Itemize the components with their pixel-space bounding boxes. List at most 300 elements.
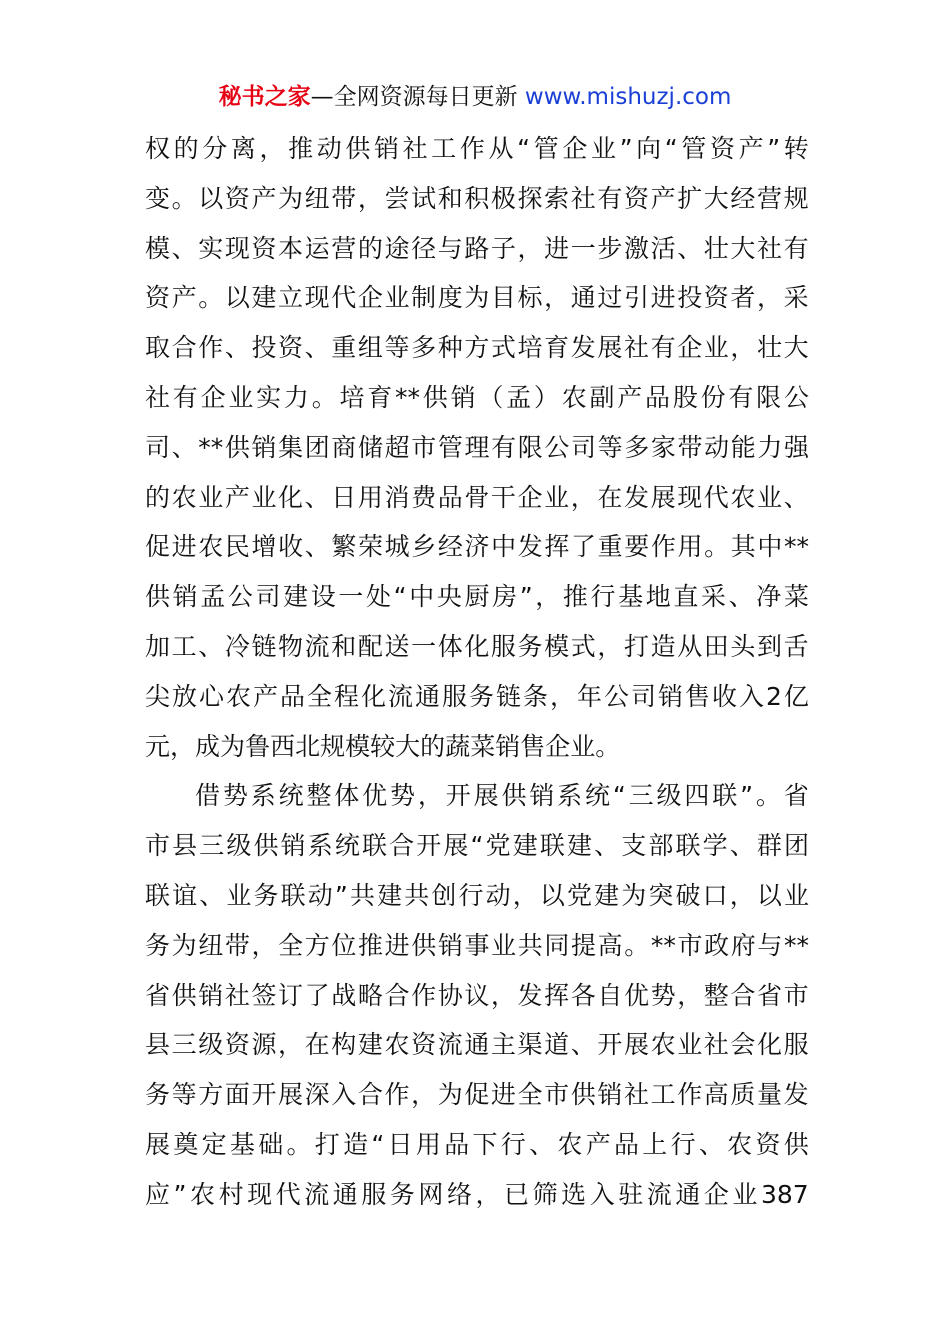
text-glyph: 、	[199, 880, 225, 910]
text-glyph: 理	[464, 432, 490, 462]
text-glyph: ”	[519, 582, 533, 612]
text-glyph: 供	[345, 134, 371, 163]
text-glyph: 有	[491, 432, 517, 462]
text-glyph: 实	[198, 233, 224, 263]
text-glyph: 向	[636, 134, 662, 163]
text-glyph: 源	[251, 1030, 277, 1060]
text-glyph: 中	[409, 582, 435, 612]
text-glyph: 行	[590, 582, 616, 612]
text-glyph: 民	[224, 532, 250, 562]
text-glyph: 费	[411, 482, 437, 512]
text-glyph: 行	[458, 880, 484, 910]
text-glyph: 以	[756, 880, 782, 910]
text-glyph: 供	[224, 432, 250, 462]
text-glyph: 优	[362, 781, 388, 811]
text-glyph: 合	[357, 1080, 383, 1110]
text-glyph: 现	[304, 283, 330, 313]
text-glyph: 投	[677, 283, 703, 313]
text-glyph: ，	[677, 980, 703, 1010]
paragraph-first-line	[145, 771, 809, 821]
text-glyph: 群	[756, 831, 782, 861]
text-glyph: 社	[623, 333, 649, 363]
text-glyph: 重	[597, 532, 623, 562]
text-glyph: 业	[677, 1030, 703, 1060]
text-line	[145, 373, 809, 423]
text-glyph: 供	[253, 831, 279, 861]
text-glyph: 繁	[331, 532, 357, 562]
text-glyph: 其	[730, 532, 756, 562]
text-glyph: 集	[278, 432, 304, 462]
text-glyph: 物	[278, 631, 304, 661]
text-glyph: 市	[411, 432, 437, 462]
text-glyph: 有	[650, 333, 676, 363]
text-glyph: 活	[650, 233, 676, 263]
text-glyph: 厨	[464, 582, 490, 612]
text-glyph: 城	[384, 532, 410, 562]
text-glyph: 径	[411, 233, 437, 263]
text-glyph: 订	[278, 980, 304, 1010]
text-glyph: 挥	[544, 532, 570, 562]
text-glyph: 作	[650, 532, 676, 562]
text-glyph: 带	[331, 183, 357, 213]
text-glyph: 送	[384, 631, 410, 661]
text-glyph: 建	[512, 831, 538, 861]
text-glyph: 业	[251, 482, 277, 512]
text-glyph: 提	[571, 930, 597, 960]
text-line	[145, 871, 809, 921]
text-glyph: 农	[226, 681, 252, 711]
text-glyph: 。	[704, 532, 730, 562]
text-glyph: 市	[677, 930, 703, 960]
text-glyph: 经	[437, 532, 463, 562]
text-glyph: 大	[783, 333, 809, 363]
text-glyph: ，	[411, 1080, 437, 1110]
text-glyph: 挥	[544, 980, 570, 1010]
text-glyph: 社	[703, 1030, 729, 1060]
text-glyph: 作	[384, 1080, 410, 1110]
text-glyph: 心	[199, 681, 225, 711]
text-glyph: 谊	[172, 880, 198, 910]
text-glyph: 社	[757, 233, 783, 263]
text-glyph: 流	[437, 1030, 463, 1060]
text-glyph: 荣	[358, 532, 384, 562]
text-glyph: **	[783, 930, 809, 960]
text-glyph: 社	[402, 134, 428, 163]
text-glyph: 管	[437, 432, 463, 462]
text-glyph: 发	[623, 482, 649, 512]
text-glyph: 业	[732, 1179, 758, 1209]
text-glyph: 舌	[783, 631, 809, 661]
text-glyph: 采	[783, 283, 809, 313]
text-glyph: ，	[475, 1179, 501, 1209]
text-glyph: 实	[256, 382, 282, 412]
text-glyph: 代	[275, 1179, 301, 1209]
text-glyph: 定	[201, 1129, 227, 1159]
text-glyph: 资	[755, 1129, 781, 1159]
text-glyph: ，	[550, 681, 576, 711]
text-glyph: 务	[145, 930, 171, 960]
text-glyph: 服	[783, 1030, 809, 1060]
text-line	[145, 622, 809, 672]
text-glyph: 农	[190, 1179, 216, 1209]
text-glyph: 共	[517, 930, 543, 960]
text-glyph: 储	[357, 432, 383, 462]
text-glyph: 股	[672, 382, 698, 412]
text-glyph: 略	[357, 980, 383, 1010]
text-glyph: 了	[304, 980, 330, 1010]
text-glyph: 展	[650, 482, 676, 512]
text-glyph: 应	[145, 1179, 171, 1209]
text-glyph: 联	[675, 831, 701, 861]
text-glyph: 商	[331, 432, 357, 462]
text-glyph: 有	[728, 382, 754, 412]
text-glyph: 标	[517, 283, 543, 313]
text-glyph: ，	[251, 930, 277, 960]
text-glyph: 取	[145, 333, 171, 363]
text-glyph: 代	[703, 482, 729, 512]
text-glyph: 能	[730, 432, 756, 462]
text-glyph: ）	[533, 382, 559, 412]
text-glyph: 村	[218, 1179, 244, 1209]
text-glyph: 深	[304, 1080, 330, 1110]
text-glyph: 产	[585, 1129, 611, 1159]
text-glyph: 产	[650, 183, 676, 213]
text-line	[145, 522, 809, 572]
text-glyph: 整	[703, 980, 729, 1010]
text-glyph: 创	[431, 880, 457, 910]
text-glyph: 业	[783, 880, 809, 910]
text-glyph: 自	[597, 980, 623, 1010]
text-glyph: 品	[444, 1129, 470, 1159]
text-glyph: 打	[623, 631, 649, 661]
text-glyph: 开	[251, 1080, 277, 1110]
text-glyph: 制	[411, 283, 437, 313]
site-url-link[interactable]: www.mishuzj.com	[524, 84, 732, 110]
text-glyph: 。	[311, 382, 337, 412]
text-glyph: 发	[517, 532, 543, 562]
text-glyph: 、	[594, 831, 620, 861]
text-glyph: ，	[278, 1030, 304, 1060]
text-glyph: 联	[539, 831, 565, 861]
text-glyph: 规	[320, 731, 346, 761]
text-glyph: 中	[491, 532, 517, 562]
text-glyph: 奠	[173, 1129, 199, 1159]
text-glyph: 管	[681, 134, 707, 163]
text-glyph: 。	[171, 183, 197, 213]
text-glyph: 日	[387, 1129, 413, 1159]
text-glyph: 方	[198, 1080, 224, 1110]
text-glyph: 济	[464, 532, 490, 562]
text-glyph: 构	[331, 1030, 357, 1060]
text-glyph: ，	[170, 731, 196, 761]
text-glyph: 代	[331, 283, 357, 313]
text-glyph: 资	[623, 183, 649, 213]
text-glyph: 系	[557, 781, 583, 811]
text-glyph: 推	[288, 134, 314, 163]
text-glyph: 通	[675, 1179, 701, 1209]
text-glyph: 势	[650, 980, 676, 1010]
text-glyph: 销	[450, 382, 476, 412]
text-glyph: 供	[570, 1080, 596, 1110]
text-glyph: 县	[172, 831, 198, 861]
text-glyph: 等	[171, 1080, 197, 1110]
text-glyph: 途	[384, 233, 410, 263]
text-glyph: 主	[490, 1030, 516, 1060]
text-glyph: 育	[367, 382, 393, 412]
text-glyph: 带	[677, 432, 703, 462]
text-glyph: 离	[230, 134, 256, 163]
text-glyph: 建	[357, 1030, 383, 1060]
text-glyph: 房	[492, 582, 518, 612]
text-glyph: 势	[222, 781, 248, 811]
text-line	[145, 1070, 809, 1120]
text-glyph: 多	[411, 333, 437, 363]
text-glyph: 、	[171, 233, 197, 263]
text-glyph: 、	[198, 631, 224, 661]
text-glyph: 冷	[224, 631, 250, 661]
text-glyph: 企	[562, 134, 588, 163]
text-glyph: 增	[251, 532, 277, 562]
text-glyph: 现	[247, 1179, 273, 1209]
text-glyph: 田	[703, 631, 729, 661]
text-glyph: 共	[349, 880, 375, 910]
text-glyph: 步	[597, 233, 623, 263]
text-line	[145, 1020, 809, 1070]
text-glyph: 激	[623, 233, 649, 263]
text-glyph: 组	[357, 333, 383, 363]
text-glyph: 有	[597, 183, 623, 213]
text-glyph: 通	[332, 1179, 358, 1209]
text-glyph: 统	[585, 781, 611, 811]
text-glyph: 培	[517, 333, 543, 363]
text-glyph: 供	[501, 781, 527, 811]
text-glyph: 建	[566, 831, 592, 861]
text-glyph: 的	[173, 134, 199, 163]
text-glyph: 流	[646, 1179, 672, 1209]
text-glyph: 销	[280, 831, 306, 861]
text-glyph: 消	[384, 482, 410, 512]
text-glyph: 流	[304, 1179, 330, 1209]
text-glyph: 尖	[145, 681, 171, 711]
text-glyph: 体	[437, 631, 463, 661]
text-glyph: 探	[517, 183, 543, 213]
text-line	[145, 1120, 809, 1170]
text-glyph: 全	[278, 930, 304, 960]
text-glyph: 发	[517, 980, 543, 1010]
text-glyph: 有	[783, 233, 809, 263]
text-line	[145, 323, 809, 373]
text-glyph: 销	[374, 134, 400, 163]
text-glyph: 纽	[198, 930, 224, 960]
text-glyph: 道	[544, 1030, 570, 1060]
text-glyph: 387	[760, 1179, 809, 1209]
text-glyph: 已	[504, 1179, 530, 1209]
text-glyph: 作	[411, 980, 437, 1010]
text-glyph: 企	[703, 1179, 729, 1209]
text-glyph: 孟	[200, 582, 226, 612]
text-glyph: 联	[362, 831, 388, 861]
text-glyph: 管	[533, 134, 559, 163]
text-glyph: 开	[445, 781, 471, 811]
text-glyph: 配	[357, 631, 383, 661]
text-glyph: 府	[730, 930, 756, 960]
text-glyph: 程	[334, 681, 360, 711]
text-glyph: 供	[411, 930, 437, 960]
text-glyph: **	[784, 532, 809, 562]
text-glyph: 务	[517, 631, 543, 661]
text-glyph: 用	[357, 482, 383, 512]
text-glyph: 运	[304, 233, 330, 263]
text-glyph: 极	[490, 183, 516, 213]
text-line	[145, 224, 809, 274]
text-glyph: ，	[512, 880, 538, 910]
text-glyph: ，	[730, 333, 756, 363]
text-glyph: 各	[570, 980, 596, 1010]
text-glyph: 司	[255, 582, 281, 612]
text-glyph: 和	[331, 631, 357, 661]
text-glyph: 索	[544, 183, 570, 213]
text-glyph: 营	[757, 183, 783, 213]
text-glyph: 一	[411, 631, 437, 661]
text-glyph: 为	[464, 283, 490, 313]
text-glyph: 培	[339, 382, 365, 412]
text-glyph: 鲁	[245, 731, 271, 761]
text-glyph: 选	[561, 1179, 587, 1209]
text-glyph: 业	[544, 482, 570, 512]
text-glyph: 转	[783, 134, 809, 163]
text-glyph: 破	[675, 880, 701, 910]
text-glyph: 流	[388, 681, 414, 711]
text-glyph: 积	[464, 183, 490, 213]
text-glyph: 大	[395, 731, 421, 761]
text-glyph: 同	[544, 930, 570, 960]
text-glyph: 借	[195, 781, 221, 811]
text-glyph: 通	[570, 283, 596, 313]
text-line	[145, 672, 809, 722]
text-glyph: 务	[253, 880, 279, 910]
text-glyph: 口	[702, 880, 728, 910]
text-glyph: 。	[755, 781, 781, 811]
text-glyph: 从	[488, 134, 514, 163]
text-glyph: 行	[500, 1129, 526, 1159]
text-glyph: 引	[623, 283, 649, 313]
text-glyph: 驻	[618, 1179, 644, 1209]
text-glyph: 三	[628, 781, 654, 811]
text-glyph: ”	[767, 134, 781, 163]
text-glyph: 与	[757, 930, 783, 960]
text-glyph: “	[393, 582, 407, 612]
text-glyph: 党	[566, 880, 592, 910]
text-glyph: 支	[621, 831, 647, 861]
text-glyph: 渠	[517, 1030, 543, 1060]
text-glyph: 网	[418, 1179, 444, 1209]
text-glyph: 工	[171, 631, 197, 661]
text-glyph: “	[517, 134, 531, 163]
text-glyph: 强	[783, 432, 809, 462]
text-glyph: 品	[437, 482, 463, 512]
text-glyph: 式	[570, 631, 596, 661]
text-glyph: 三	[199, 831, 225, 861]
text-glyph: 、	[728, 582, 754, 612]
text-glyph: 的	[420, 731, 446, 761]
text-glyph: 入	[589, 1179, 615, 1209]
text-glyph: 级	[656, 781, 682, 811]
text-glyph: 推	[358, 930, 384, 960]
document-body	[145, 124, 809, 1220]
text-glyph: ，	[570, 482, 596, 512]
text-glyph: 企	[677, 333, 703, 363]
text-glyph: 议	[464, 980, 490, 1010]
text-glyph: 协	[437, 980, 463, 1010]
text-glyph: 签	[251, 980, 277, 1010]
text-glyph: 方	[464, 333, 490, 363]
text-glyph: ，	[417, 781, 443, 811]
text-glyph: ，	[490, 980, 516, 1010]
text-glyph: **	[395, 382, 421, 412]
text-glyph: 、	[224, 333, 250, 363]
text-glyph: 团	[304, 432, 330, 462]
text-glyph: 联	[280, 880, 306, 910]
text-glyph: 产	[617, 382, 643, 412]
text-glyph: ，	[757, 283, 783, 313]
text-glyph: 乡	[411, 532, 437, 562]
text-glyph: ”	[334, 880, 348, 910]
text-glyph: 开	[597, 1030, 623, 1060]
text-glyph: 通	[464, 1030, 490, 1060]
text-glyph: 销	[658, 681, 684, 711]
text-glyph: 联	[145, 880, 171, 910]
text-glyph: 农	[727, 1129, 753, 1159]
text-glyph: 三	[171, 1030, 197, 1060]
text-glyph: 在	[304, 1030, 330, 1060]
text-glyph: 。	[286, 1129, 312, 1159]
text-glyph: ，	[729, 880, 755, 910]
text-glyph: 净	[756, 582, 782, 612]
text-glyph: 扩	[677, 183, 703, 213]
text-glyph: 化	[464, 631, 490, 661]
text-line	[145, 473, 809, 523]
text-glyph: 试	[411, 183, 437, 213]
text-glyph: 多	[624, 432, 650, 462]
text-glyph: 合	[730, 980, 756, 1010]
text-glyph: 进	[384, 930, 410, 960]
text-glyph: 孟	[506, 382, 532, 412]
text-glyph: 推	[562, 582, 588, 612]
text-glyph: 基	[618, 582, 644, 612]
text-glyph: 营	[331, 233, 357, 263]
text-glyph: 、	[698, 1129, 724, 1159]
text-glyph: 资	[278, 333, 304, 363]
text-glyph: 。	[595, 731, 621, 761]
text-glyph: 化	[757, 1030, 783, 1060]
text-glyph: 工	[650, 1080, 676, 1110]
text-glyph: 业	[491, 930, 517, 960]
text-glyph: 家	[650, 432, 676, 462]
text-glyph: 力	[757, 432, 783, 462]
text-glyph: 市	[783, 980, 809, 1010]
text-glyph: 省	[783, 781, 809, 811]
text-glyph: 省	[145, 980, 171, 1010]
text-glyph: 在	[597, 482, 623, 512]
text-glyph: 系	[307, 831, 333, 861]
text-glyph: 了	[571, 532, 597, 562]
text-glyph: 供	[145, 582, 171, 612]
text-glyph: （	[478, 382, 504, 412]
text-glyph: 力	[283, 382, 309, 412]
text-glyph: 动	[307, 880, 333, 910]
text-glyph: 公	[783, 382, 809, 412]
text-glyph: 系	[250, 781, 276, 811]
